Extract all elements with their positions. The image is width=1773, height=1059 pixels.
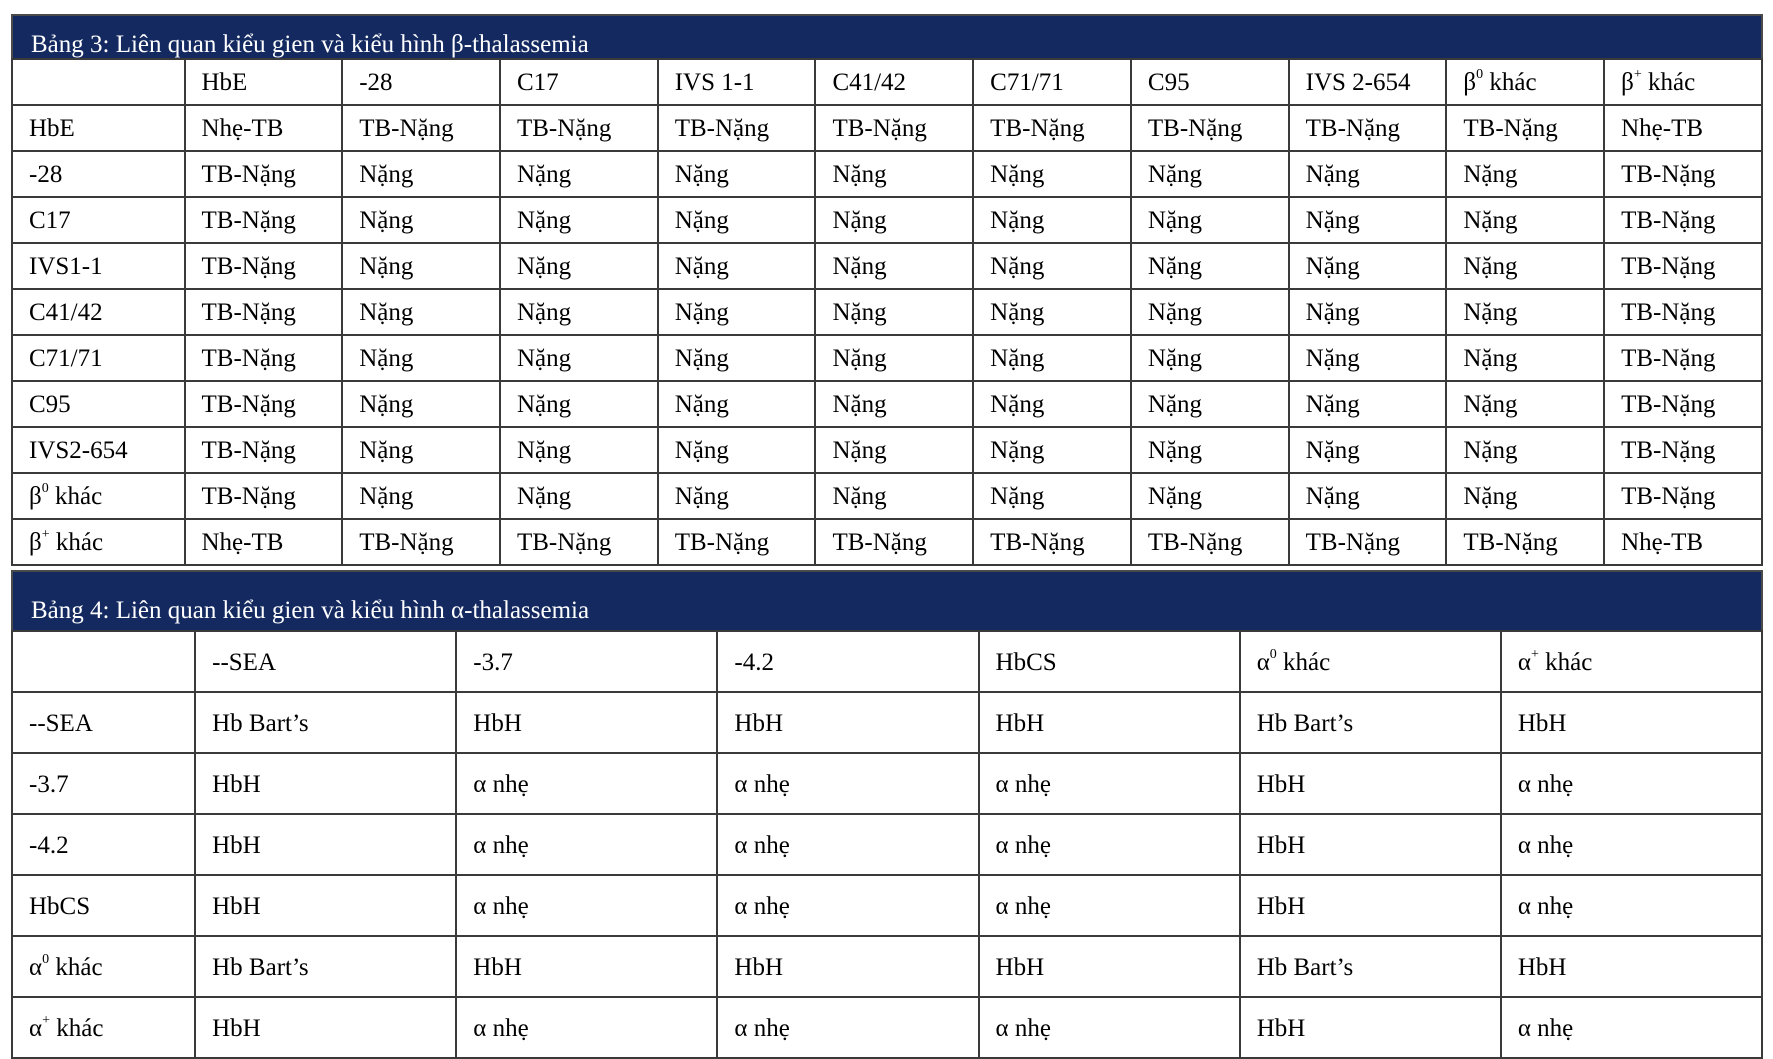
table-cell: Nặng bbox=[1289, 427, 1447, 473]
table-cell: TB-Nặng bbox=[185, 427, 343, 473]
cell-text-suffix: khác bbox=[50, 1015, 104, 1042]
superscript: + bbox=[1530, 647, 1539, 662]
table-cell: TB-Nặng bbox=[185, 473, 343, 519]
cell-text: β bbox=[1463, 69, 1477, 96]
table-cell: Nặng bbox=[1446, 381, 1604, 427]
cell-text: α bbox=[29, 954, 43, 981]
table-cell: α nhẹ bbox=[1501, 753, 1762, 814]
column-header bbox=[342, 59, 500, 105]
table-beta-thalassemia bbox=[11, 14, 1763, 566]
column-header bbox=[658, 59, 816, 105]
table-cell: Nặng bbox=[815, 243, 973, 289]
column-header bbox=[1604, 59, 1762, 105]
row-header bbox=[12, 289, 185, 335]
table-cell: Nặng bbox=[1131, 243, 1289, 289]
cell-text-suffix: khác bbox=[1641, 69, 1696, 96]
table-cell: HbH bbox=[1240, 814, 1501, 875]
table-cell: Nặng bbox=[342, 335, 500, 381]
table-cell: Nặng bbox=[815, 381, 973, 427]
table-cell: Nặng bbox=[1289, 473, 1447, 519]
table-row bbox=[12, 243, 1762, 289]
table-cell: HbH bbox=[717, 692, 978, 753]
table-cell: Nặng bbox=[815, 197, 973, 243]
table-cell: Nặng bbox=[1131, 151, 1289, 197]
corner-cell bbox=[12, 631, 195, 692]
table-cell: Nặng bbox=[973, 427, 1131, 473]
table-cell: Hb Bart’s bbox=[1240, 692, 1501, 753]
table-row bbox=[12, 197, 1762, 243]
table-cell: Nặng bbox=[1289, 197, 1447, 243]
table-cell: α nhẹ bbox=[456, 814, 717, 875]
cell-text-suffix: khác bbox=[1276, 649, 1331, 676]
genotype-phenotype-table bbox=[11, 58, 1763, 566]
table-cell: Nặng bbox=[342, 381, 500, 427]
cell-text: C41/42 bbox=[832, 69, 907, 96]
table-cell: Hb Bart’s bbox=[195, 936, 456, 997]
column-header bbox=[185, 59, 343, 105]
row-header bbox=[12, 473, 185, 519]
table-cell: Nặng bbox=[500, 473, 658, 519]
table-cell: α nhẹ bbox=[717, 814, 978, 875]
table-cell: Nặng bbox=[342, 289, 500, 335]
table-cell: TB-Nặng bbox=[1604, 289, 1762, 335]
row-header bbox=[12, 243, 185, 289]
cell-text-suffix: khác bbox=[49, 529, 104, 556]
table-cell: Nhẹ-TB bbox=[185, 519, 343, 565]
table-row bbox=[12, 519, 1762, 565]
cell-text: IVS2-654 bbox=[29, 437, 128, 464]
table-cell: Nặng bbox=[1131, 335, 1289, 381]
cell-text: -28 bbox=[29, 161, 63, 188]
cell-text: β bbox=[29, 483, 42, 510]
table-row bbox=[12, 105, 1762, 151]
table-cell: α nhẹ bbox=[1501, 814, 1762, 875]
table-cell: Nặng bbox=[973, 289, 1131, 335]
row-header bbox=[12, 519, 185, 565]
superscript: 0 bbox=[1269, 647, 1277, 662]
table-cell: Nhẹ-TB bbox=[1604, 519, 1762, 565]
table-cell: TB-Nặng bbox=[185, 243, 343, 289]
table-cell: TB-Nặng bbox=[342, 105, 500, 151]
table-cell: TB-Nặng bbox=[1604, 427, 1762, 473]
cell-text: IVS 1-1 bbox=[674, 69, 755, 96]
cell-text: HbCS bbox=[29, 893, 91, 920]
row-header bbox=[12, 335, 185, 381]
column-header bbox=[1240, 631, 1501, 692]
table-cell: Nặng bbox=[342, 473, 500, 519]
table-row bbox=[12, 381, 1762, 427]
column-header bbox=[1501, 631, 1762, 692]
table-cell: Nặng bbox=[1131, 197, 1289, 243]
cell-text: IVS 2-654 bbox=[1305, 69, 1411, 96]
table-cell: HbH bbox=[195, 997, 456, 1058]
column-header bbox=[195, 631, 456, 692]
table-cell: Nặng bbox=[973, 335, 1131, 381]
table-row bbox=[12, 289, 1762, 335]
table-cell: HbH bbox=[717, 936, 978, 997]
table-cell: Nặng bbox=[1289, 335, 1447, 381]
cell-text: -3.7 bbox=[473, 649, 513, 676]
table-cell: Nặng bbox=[815, 473, 973, 519]
table-cell: Nặng bbox=[500, 427, 658, 473]
table-cell: Nặng bbox=[1131, 427, 1289, 473]
table-cell: Nặng bbox=[658, 289, 816, 335]
table-cell: α nhẹ bbox=[979, 753, 1240, 814]
table-cell: Nặng bbox=[500, 335, 658, 381]
table-cell: TB-Nặng bbox=[1604, 243, 1762, 289]
superscript: 0 bbox=[42, 952, 50, 967]
table-cell: TB-Nặng bbox=[1446, 105, 1604, 151]
column-header bbox=[1131, 59, 1289, 105]
column-header bbox=[1289, 59, 1447, 105]
table-cell: Nặng bbox=[815, 151, 973, 197]
cell-text: --SEA bbox=[212, 649, 277, 676]
table-cell: Nặng bbox=[658, 381, 816, 427]
row-header bbox=[12, 753, 195, 814]
table-cell: TB-Nặng bbox=[658, 519, 816, 565]
table-cell: Nặng bbox=[500, 289, 658, 335]
cell-text: C95 bbox=[29, 391, 71, 418]
row-header bbox=[12, 105, 185, 151]
table-cell: Nặng bbox=[1446, 151, 1604, 197]
cell-text: --SEA bbox=[29, 710, 93, 737]
cell-text: HbE bbox=[201, 69, 248, 96]
table-cell: TB-Nặng bbox=[1604, 381, 1762, 427]
cell-text: α bbox=[1517, 649, 1531, 676]
table-row bbox=[12, 814, 1762, 875]
table-cell: HbH bbox=[1240, 875, 1501, 936]
table-cell: Nặng bbox=[815, 427, 973, 473]
table-cell: HbH bbox=[195, 753, 456, 814]
cell-text: β bbox=[1621, 69, 1634, 96]
table-cell: HbH bbox=[979, 936, 1240, 997]
table-cell: Nặng bbox=[1446, 473, 1604, 519]
table-cell: TB-Nặng bbox=[1604, 473, 1762, 519]
table-row bbox=[12, 427, 1762, 473]
table-cell: Nặng bbox=[1289, 381, 1447, 427]
table-cell: α nhẹ bbox=[1501, 875, 1762, 936]
table-cell: HbH bbox=[456, 692, 717, 753]
row-header bbox=[12, 875, 195, 936]
table-cell: TB-Nặng bbox=[185, 335, 343, 381]
cell-text: -4.2 bbox=[29, 832, 69, 859]
cell-text: C17 bbox=[516, 69, 559, 96]
table-cell: TB-Nặng bbox=[1289, 105, 1447, 151]
row-header bbox=[12, 936, 195, 997]
table-row bbox=[12, 335, 1762, 381]
column-header bbox=[717, 631, 978, 692]
column-header bbox=[979, 631, 1240, 692]
table-cell: HbH bbox=[979, 692, 1240, 753]
row-header bbox=[12, 692, 195, 753]
table-cell: Nặng bbox=[342, 243, 500, 289]
table-cell: HbH bbox=[195, 875, 456, 936]
cell-text: HbCS bbox=[995, 649, 1057, 676]
table-cell: Nặng bbox=[1446, 243, 1604, 289]
table-cell: Nặng bbox=[342, 427, 500, 473]
column-header bbox=[1446, 59, 1604, 105]
cell-text: C95 bbox=[1147, 69, 1190, 96]
cell-text: α bbox=[1256, 649, 1270, 676]
cell-text: C71/71 bbox=[29, 345, 103, 372]
cell-text-suffix: khác bbox=[49, 954, 103, 981]
table-cell: TB-Nặng bbox=[342, 519, 500, 565]
table-cell: TB-Nặng bbox=[185, 151, 343, 197]
superscript: 0 bbox=[1476, 67, 1484, 82]
table-cell: α nhẹ bbox=[456, 753, 717, 814]
table-caption: Bảng 3: Liên quan kiểu gien và kiểu hình β-thalassemia bbox=[11, 14, 1763, 58]
table-cell: Nặng bbox=[1446, 289, 1604, 335]
table-cell: TB-Nặng bbox=[815, 519, 973, 565]
cell-text-suffix: khác bbox=[1483, 69, 1537, 96]
row-header bbox=[12, 381, 185, 427]
table-cell: HbH bbox=[1501, 936, 1762, 997]
table-cell: TB-Nặng bbox=[1604, 197, 1762, 243]
cell-text: -28 bbox=[359, 69, 393, 96]
table-cell: Nặng bbox=[342, 197, 500, 243]
table-cell: Nặng bbox=[815, 289, 973, 335]
table-cell: Nặng bbox=[500, 381, 658, 427]
column-header bbox=[500, 59, 658, 105]
table-cell: α nhẹ bbox=[717, 997, 978, 1058]
table-row bbox=[12, 473, 1762, 519]
table-cell: Nặng bbox=[1131, 473, 1289, 519]
table-cell: Nặng bbox=[500, 151, 658, 197]
table-cell: α nhẹ bbox=[979, 997, 1240, 1058]
cell-text: C17 bbox=[29, 207, 71, 234]
table-alpha-thalassemia bbox=[11, 570, 1763, 1059]
table-cell: HbH bbox=[1501, 692, 1762, 753]
table-cell: Nặng bbox=[973, 473, 1131, 519]
table-cell: α nhẹ bbox=[979, 875, 1240, 936]
table-cell: TB-Nặng bbox=[658, 105, 816, 151]
column-header bbox=[456, 631, 717, 692]
table-cell: α nhẹ bbox=[979, 814, 1240, 875]
table-cell: TB-Nặng bbox=[1131, 519, 1289, 565]
table-cell: Nặng bbox=[658, 335, 816, 381]
table-cell: Nặng bbox=[500, 243, 658, 289]
row-header bbox=[12, 197, 185, 243]
superscript: + bbox=[42, 1013, 51, 1028]
table-cell: HbH bbox=[1240, 997, 1501, 1058]
table-cell: Nặng bbox=[1289, 243, 1447, 289]
table-cell: TB-Nặng bbox=[500, 105, 658, 151]
table-cell: Nặng bbox=[1131, 381, 1289, 427]
table-cell: Hb Bart’s bbox=[1240, 936, 1501, 997]
table-cell: Nặng bbox=[658, 427, 816, 473]
cell-text: IVS1-1 bbox=[29, 253, 103, 280]
table-row bbox=[12, 692, 1762, 753]
row-header bbox=[12, 427, 185, 473]
row-header bbox=[12, 814, 195, 875]
table-cell: TB-Nặng bbox=[1604, 151, 1762, 197]
genotype-phenotype-table bbox=[11, 630, 1763, 1059]
cell-text: HbE bbox=[29, 115, 75, 142]
table-cell: HbH bbox=[1240, 753, 1501, 814]
cell-text-suffix: khác bbox=[1538, 649, 1593, 676]
table-cell: TB-Nặng bbox=[973, 105, 1131, 151]
table-cell: HbH bbox=[195, 814, 456, 875]
table-cell: Nhẹ-TB bbox=[185, 105, 343, 151]
table-cell: Nặng bbox=[973, 381, 1131, 427]
table-cell: TB-Nặng bbox=[185, 197, 343, 243]
cell-text-suffix: khác bbox=[48, 483, 103, 510]
table-cell: α nhẹ bbox=[456, 875, 717, 936]
table-cell: TB-Nặng bbox=[1446, 519, 1604, 565]
header-row bbox=[12, 631, 1762, 692]
column-header bbox=[815, 59, 973, 105]
table-cell: Nặng bbox=[1446, 335, 1604, 381]
table-cell: HbH bbox=[456, 936, 717, 997]
table-cell: TB-Nặng bbox=[973, 519, 1131, 565]
table-cell: Nặng bbox=[1289, 151, 1447, 197]
table-cell: Nặng bbox=[973, 197, 1131, 243]
table-cell: Nặng bbox=[658, 151, 816, 197]
table-cell: TB-Nặng bbox=[185, 289, 343, 335]
table-cell: Nhẹ-TB bbox=[1604, 105, 1762, 151]
superscript: 0 bbox=[41, 481, 49, 496]
corner-cell bbox=[12, 59, 185, 105]
row-header bbox=[12, 151, 185, 197]
table-cell: Nặng bbox=[1446, 197, 1604, 243]
cell-text: α bbox=[29, 1015, 43, 1042]
cell-text: β bbox=[29, 529, 42, 556]
table-row bbox=[12, 875, 1762, 936]
table-cell: Nặng bbox=[500, 197, 658, 243]
table-cell: TB-Nặng bbox=[1131, 105, 1289, 151]
table-row bbox=[12, 753, 1762, 814]
table-cell: Nặng bbox=[1289, 289, 1447, 335]
cell-text: C71/71 bbox=[990, 69, 1064, 96]
table-cell: TB-Nặng bbox=[815, 105, 973, 151]
header-row bbox=[12, 59, 1762, 105]
superscript: + bbox=[1633, 67, 1642, 82]
table-cell: Nặng bbox=[973, 243, 1131, 289]
table-cell: Nặng bbox=[1131, 289, 1289, 335]
cell-text: -4.2 bbox=[734, 649, 774, 676]
table-cell: α nhẹ bbox=[717, 753, 978, 814]
table-row bbox=[12, 997, 1762, 1058]
cell-text: -3.7 bbox=[29, 771, 69, 798]
table-cell: Nặng bbox=[973, 151, 1131, 197]
table-row bbox=[12, 151, 1762, 197]
table-cell: TB-Nặng bbox=[185, 381, 343, 427]
table-cell: Nặng bbox=[815, 335, 973, 381]
table-cell: α nhẹ bbox=[1501, 997, 1762, 1058]
table-cell: Nặng bbox=[658, 243, 816, 289]
table-cell: Hb Bart’s bbox=[195, 692, 456, 753]
table-cell: Nặng bbox=[342, 151, 500, 197]
table-cell: Nặng bbox=[658, 473, 816, 519]
table-cell: α nhẹ bbox=[456, 997, 717, 1058]
cell-text: C41/42 bbox=[29, 299, 103, 326]
table-cell: Nặng bbox=[1446, 427, 1604, 473]
table-cell: α nhẹ bbox=[717, 875, 978, 936]
table-caption: Bảng 4: Liên quan kiểu gien và kiểu hình α-thalassemia bbox=[11, 570, 1763, 630]
table-cell: TB-Nặng bbox=[1289, 519, 1447, 565]
table-cell: TB-Nặng bbox=[500, 519, 658, 565]
table-cell: TB-Nặng bbox=[1604, 335, 1762, 381]
row-header bbox=[12, 997, 195, 1058]
superscript: + bbox=[41, 527, 50, 542]
column-header bbox=[973, 59, 1131, 105]
table-row bbox=[12, 936, 1762, 997]
table-cell: Nặng bbox=[658, 197, 816, 243]
